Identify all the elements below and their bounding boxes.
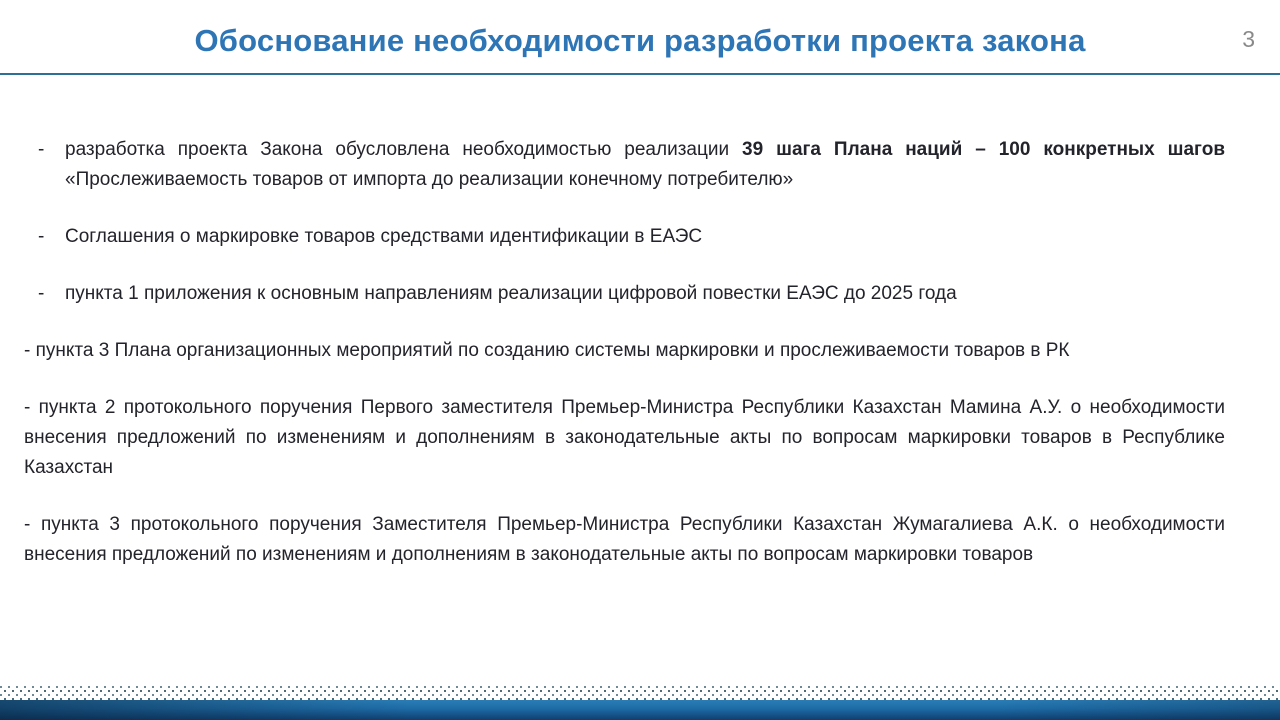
bullet-dash: - [38, 139, 45, 160]
bullet-text: «Прослеживаемость товаров от импорта до реализации конечному потребителю» [65, 169, 794, 190]
bullet-text: разработка проекта Закона обусловлена необходимостью реализации [65, 139, 743, 160]
slide-header [0, 0, 1280, 75]
bullet-text: - пункта 2 протокольного поручения Первого заместителя Премьер-Министра Республики Казахстан Мамина А.У. о необходимости внесения предложений по изменениям и дополнениям в законодательные акты по вопросам маркировки товаров в Республике Казахстан [24, 397, 1225, 478]
footer-blue-bar [0, 700, 1280, 720]
bullet-text: пункта 1 приложения к основным направлениям реализации цифровой повестки ЕАЭС до 2025 года [65, 283, 957, 304]
bullet-item-3 [24, 279, 1225, 309]
bullet-text: - пункта 3 Плана организационных мероприятий по созданию системы маркировки и прослеживаемости товаров в РК [24, 340, 1070, 361]
bullet-item-2 [24, 222, 1225, 252]
bullet-dash: - [38, 226, 45, 247]
page-title: Обоснование необходимости разработки проекта закона [194, 22, 1086, 58]
bullet-dash: - [38, 283, 45, 304]
bullet-item-4 [24, 336, 1225, 366]
slide-body [24, 75, 1225, 597]
bullet-item-6 [24, 510, 1225, 570]
bullet-item-5 [24, 393, 1225, 483]
slide-footer [0, 685, 1280, 720]
bullet-text-bold: 39 шага Плана наций – 100 конкретных шагов [742, 139, 1225, 160]
bullet-text: - пункта 3 протокольного поручения Заместителя Премьер-Министра Республики Казахстан Жумагалиева А.К. о необходимости внесения предложений по изменениям и дополнениям в законодательные акты по вопросам маркировки товаров [24, 514, 1225, 565]
slide-number: 3 [1242, 26, 1255, 52]
bullet-item-1 [24, 135, 1225, 195]
footer-dotted-band [0, 685, 1280, 700]
bullet-text: Соглашения о маркировке товаров средствами идентификации в ЕАЭС [65, 226, 703, 247]
